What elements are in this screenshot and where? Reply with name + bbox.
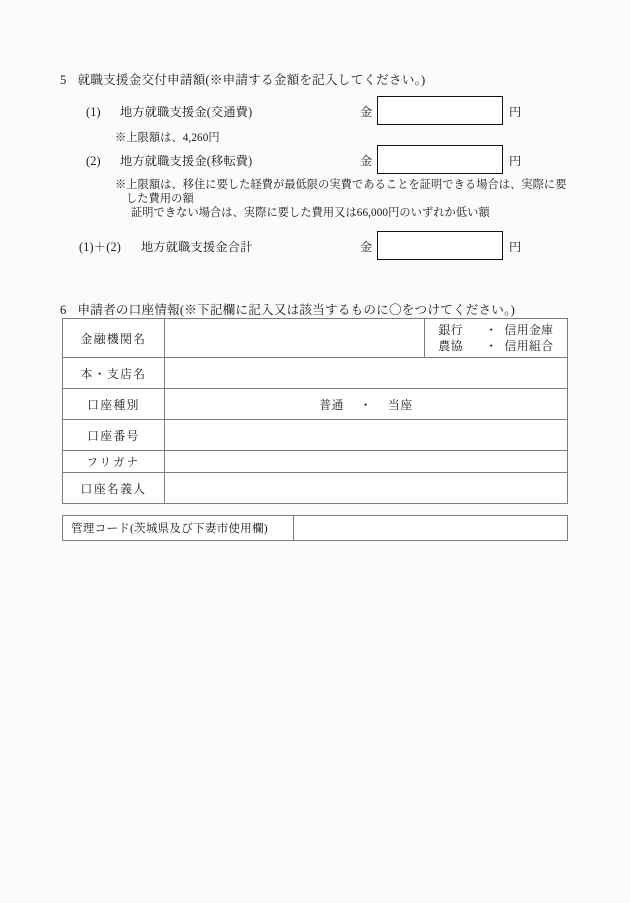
bank-row-label-account-number: 口座番号 bbox=[63, 420, 165, 451]
grant-item-2-note-line-1: ※上限額は、移住に要した経費が最低限の実費であることを証明できる場合は、実際に要 bbox=[115, 179, 567, 191]
grant-item-2-amount-box[interactable] bbox=[377, 145, 503, 174]
grant-item-2-prefix: 金 bbox=[360, 154, 373, 168]
section-five-title: 就職支援金交付申請額(※申請する金額を記入してください。) bbox=[77, 73, 426, 87]
management-code-label: 管理コード(茨城県及び下妻市使用欄) bbox=[63, 516, 294, 541]
bank-row-label-furigana: フリガナ bbox=[63, 451, 165, 473]
table-row bbox=[63, 451, 568, 473]
grant-total-suffix: 円 bbox=[509, 240, 522, 254]
grant-item-1-label bbox=[86, 103, 252, 120]
account-type-futsu[interactable]: 普通 bbox=[319, 397, 344, 412]
table-row bbox=[63, 473, 568, 504]
bank-type-shinkumi[interactable]: 信用組合 bbox=[504, 339, 554, 353]
grant-item-1-prefix: 金 bbox=[360, 105, 373, 119]
management-code-input[interactable] bbox=[294, 516, 568, 541]
bank-row-input-furigana[interactable] bbox=[165, 451, 568, 473]
bank-row-label-branch: 本・支店名 bbox=[63, 358, 165, 389]
account-type-options[interactable] bbox=[165, 389, 568, 420]
grant-total-label bbox=[79, 238, 253, 255]
grant-total-prefix: 金 bbox=[360, 240, 373, 254]
bank-account-table bbox=[62, 318, 568, 504]
table-row bbox=[63, 358, 568, 389]
grant-item-2-index: (2) bbox=[86, 154, 101, 168]
bank-row-label-institution: 金融機関名 bbox=[63, 319, 165, 358]
section-five-heading bbox=[60, 69, 425, 88]
section-six-title: 申請者の口座情報(※下記欄に記入又は該当するものに〇をつけてください。) bbox=[77, 303, 515, 317]
bank-type-nokyo[interactable]: 農協 bbox=[438, 339, 463, 353]
grant-total-index: (1)＋(2) bbox=[79, 240, 122, 254]
grant-item-2-note-line-2: した費用の額 bbox=[126, 193, 194, 205]
section-six-number: 6 bbox=[60, 303, 67, 317]
bank-row-label-account-type: 口座種別 bbox=[63, 389, 165, 420]
grant-total-amount-box[interactable] bbox=[377, 231, 503, 260]
grant-item-2-label bbox=[86, 152, 252, 169]
table-row bbox=[63, 389, 568, 420]
bank-type-line-2 bbox=[425, 338, 567, 354]
table-row bbox=[63, 319, 568, 358]
bank-type-sep-1: ・ bbox=[485, 323, 498, 337]
grant-total-text: 地方就職支援金合計 bbox=[141, 240, 253, 254]
grant-item-1-note: ※上限額は、4,260円 bbox=[115, 132, 220, 144]
bank-type-shinkin[interactable]: 信用金庫 bbox=[504, 323, 554, 337]
grant-item-1-index: (1) bbox=[86, 105, 101, 119]
bank-row-input-branch[interactable] bbox=[165, 358, 568, 389]
bank-row-label-account-holder: 口座名義人 bbox=[63, 473, 165, 504]
grant-item-2-note-line-3: 証明できない場合は、実際に要した費用又は66,000円のいずれか低い額 bbox=[131, 207, 490, 219]
grant-item-2-suffix: 円 bbox=[509, 154, 522, 168]
grant-item-1-text: 地方就職支援金(交通費) bbox=[120, 105, 253, 119]
bank-type-line-1 bbox=[425, 322, 567, 338]
grant-item-1-amount-box[interactable] bbox=[377, 96, 503, 125]
table-row bbox=[63, 420, 568, 451]
account-type-sep: ・ bbox=[359, 397, 373, 412]
bank-row-input-account-holder[interactable] bbox=[165, 473, 568, 504]
grant-item-1-suffix: 円 bbox=[509, 105, 522, 119]
account-type-toza[interactable]: 当座 bbox=[388, 397, 413, 412]
bank-row-input-institution[interactable] bbox=[165, 319, 425, 358]
bank-type-options[interactable] bbox=[425, 319, 568, 358]
table-row bbox=[63, 516, 568, 541]
bank-type-sep-2: ・ bbox=[485, 339, 498, 353]
grant-item-2-text: 地方就職支援金(移転費) bbox=[120, 154, 253, 168]
bank-type-ginko[interactable]: 銀行 bbox=[438, 323, 463, 337]
section-five-number: 5 bbox=[60, 73, 67, 87]
section-six-heading bbox=[60, 299, 515, 318]
bank-row-input-account-number[interactable] bbox=[165, 420, 568, 451]
management-code-table bbox=[62, 515, 568, 541]
